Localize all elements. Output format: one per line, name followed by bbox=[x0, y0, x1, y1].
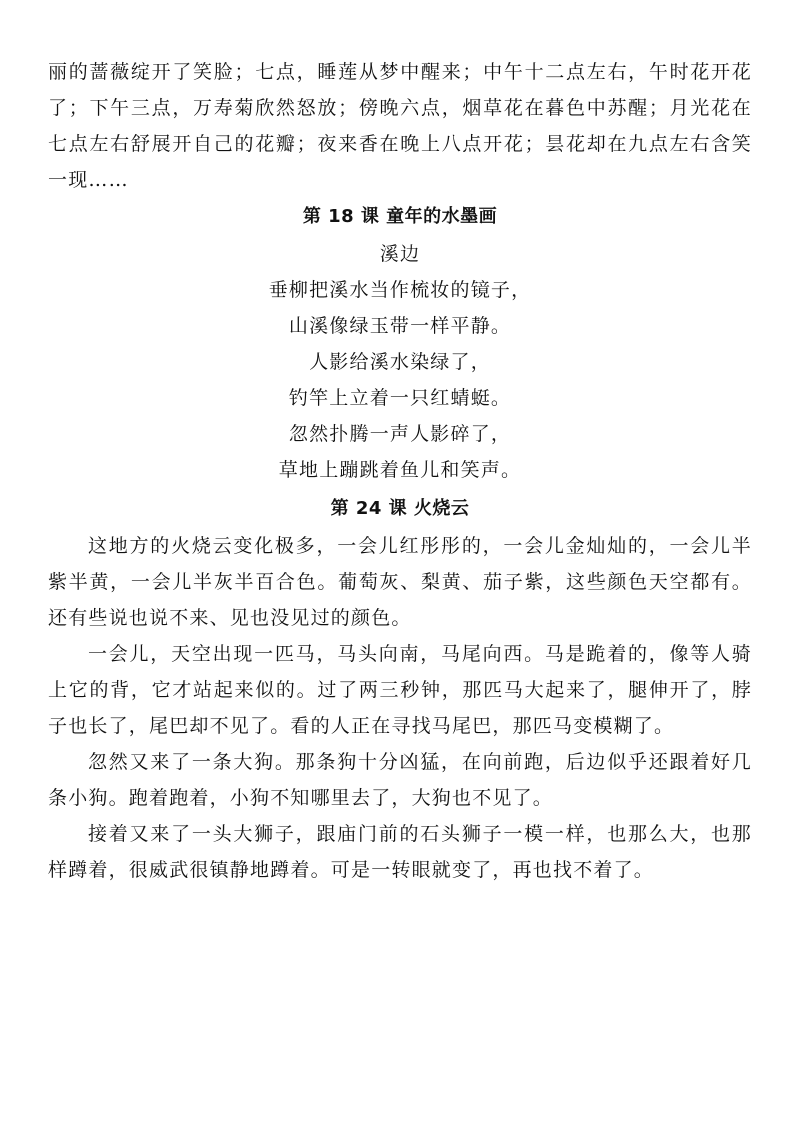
poem-line: 垂柳把溪水当作梳妆的镜子， bbox=[268, 279, 532, 301]
poem-line: 钓竿上立着一只红蜻蜓。 bbox=[288, 387, 512, 409]
body-paragraph: 这地方的火烧云变化极多，一会儿红彤彤的，一会儿金灿灿的，一会儿半紫半黄，一会儿半灰半百合色。葡萄灰、梨黄、茄子紫，这些颜色天空都有。还有些说也说不来、见也没见过的颜色。 bbox=[48, 535, 752, 629]
poem-line: 人影给溪水染绿了， bbox=[309, 351, 491, 373]
body-paragraph: 一会儿，天空出现一匹马，马头向南，马尾向西。马是跪着的，像等人骑上它的背，它才站起来似的。过了两三秒钟，那匹马大起来了，腿伸开了，脖子也长了，尾巴却不见了。看的人正在寻找马尾巴，那匹马变模糊了。 bbox=[48, 643, 752, 737]
poem-line: 忽然扑腾一声人影碎了， bbox=[288, 423, 512, 445]
body-paragraph: 忽然又来了一条大狗。那条狗十分凶猛，在向前跑，后边似乎还跟着好几条小狗。跑着跑着，小狗不知哪里去了，大狗也不见了。 bbox=[48, 751, 752, 809]
poem-lines bbox=[48, 272, 752, 488]
poem-line: 草地上蹦跳着鱼儿和笑声。 bbox=[278, 459, 522, 481]
poem-title: 溪边 bbox=[379, 243, 421, 265]
body-paragraph: 接着又来了一头大狮子，跟庙门前的石头狮子一模一样，也那么大，也那样蹲着，很威武很镇静地蹲着。可是一转眼就变了，再也找不着了。 bbox=[48, 823, 752, 881]
poem-line: 山溪像绿玉带一样平静。 bbox=[288, 315, 512, 337]
lesson-18-heading: 第 18 课 童年的水墨画 bbox=[302, 206, 498, 227]
lesson-24-heading: 第 24 课 火烧云 bbox=[330, 498, 470, 519]
intro-paragraph: 丽的蔷薇绽开了笑脸；七点，睡莲从梦中醒来；中午十二点左右，午时花开花了；下午三点，万寿菊欣然怒放；傍晚六点，烟草花在暮色中苏醒；月光花在七点左右舒展开自己的花瓣；夜来香在晚上八点开花；昙花却在九点左右含笑一现…… bbox=[48, 61, 752, 191]
